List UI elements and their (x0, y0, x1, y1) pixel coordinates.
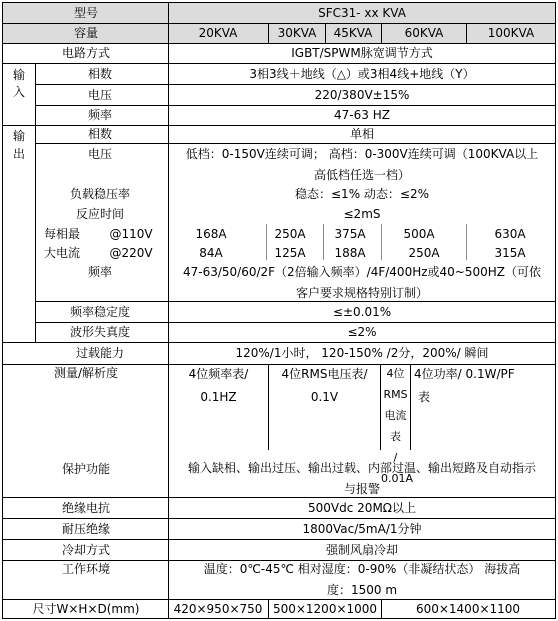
protection-value (169, 458, 555, 500)
output-voltage-label: 电压 (87, 147, 113, 161)
protection-line: 与报警 (343, 482, 380, 496)
max-current-value: 168A (195, 227, 227, 241)
circuit-value: IGBT/SPWM脉宽调节方式 (291, 46, 433, 60)
response-time-value: ≤2mS (343, 207, 381, 221)
measurement-line: 0.1HZ (200, 390, 237, 404)
measurement-line: 电流表 (384, 409, 407, 443)
insulation-label: 绝缘电抗 (61, 501, 111, 515)
cooling-label: 冷却方式 (61, 543, 111, 557)
measurement-line: 表 (418, 390, 431, 404)
measurement-label: 测量/解析度 (53, 366, 119, 380)
input-phase-label: 相数 (87, 67, 113, 81)
grid-line (466, 23, 467, 43)
measurement-line: 4位功率/ 0.1W/PF (414, 367, 515, 381)
model-value: SFC31- xx KVA (318, 6, 406, 20)
input-voltage-value: 220/380V±15% (314, 88, 410, 102)
grid-line (381, 23, 382, 43)
input-frequency-value: 47-63 HZ (334, 108, 390, 122)
model-label: 型号 (73, 6, 99, 20)
measurement-cell (269, 363, 380, 409)
max-current-label: 每相最 (43, 227, 81, 241)
grid-line (2, 518, 556, 519)
max-current-voltage: @110V (109, 227, 153, 241)
input-voltage-label: 电压 (87, 88, 113, 102)
grid-line (410, 364, 411, 450)
max-current-value: 250A (408, 246, 440, 260)
capacity-value: 20KVA (198, 26, 238, 40)
output-voltage-value (169, 144, 555, 186)
grid-line (555, 2, 556, 619)
grid-line (2, 2, 3, 619)
distortion-label: 波形失真度 (69, 325, 131, 339)
withstand-label: 耐压绝缘 (61, 522, 111, 536)
environment-line: 度：1500 m (326, 583, 398, 597)
freq-stability-value: ≤±0.01% (332, 305, 392, 319)
grid-line (466, 224, 467, 260)
grid-line (323, 224, 324, 260)
measurement-line: 0.01A (381, 472, 414, 485)
input-group-label: 输 (12, 68, 26, 82)
grid-line (266, 224, 267, 260)
capacity-value: 100KVA (487, 26, 535, 40)
grid-line (2, 2, 556, 3)
measurement-line: 4位 (386, 367, 405, 380)
output-voltage-line: 低档：0-150V连续可调； 高档：0-300V连续可调（100KVA以上 (185, 147, 539, 161)
input-group-label: 入 (12, 85, 26, 99)
max-current-value: 188A (334, 246, 366, 260)
dimensions-value: 420×950×750 (173, 602, 263, 616)
capacity-value: 30KVA (277, 26, 317, 40)
max-current-value: 500A (403, 227, 435, 241)
max-current-voltage: @220V (109, 246, 153, 260)
measurement-line: RMS (383, 388, 408, 401)
grid-line (268, 599, 269, 619)
dimensions-value: 600×1400×1100 (415, 602, 521, 616)
max-current-value: 630A (494, 227, 526, 241)
grid-line (2, 342, 556, 343)
overload-label: 过载能力 (75, 346, 125, 360)
max-current-value: 375A (334, 227, 366, 241)
grid-line (2, 43, 556, 44)
measurement-line: 4位频率表/ (188, 367, 249, 381)
measurement-line: / (393, 451, 398, 464)
max-current-value: 250A (274, 227, 306, 241)
overload-value: 120%/1小时， 120-150% /2分，200%/ 瞬间 (235, 346, 489, 360)
measurement-line: 0.1V (310, 390, 339, 404)
output-frequency-label: 频率 (87, 265, 113, 279)
input-phase-value: 3相3线＋地线（△）或3相4线+地线（Y） (249, 67, 475, 81)
freq-stability-label: 频率稳定度 (69, 305, 131, 319)
grid-line (35, 105, 556, 106)
max-current-label: 大电流 (43, 246, 81, 260)
environment-line: 温度：0℃-45℃ 相对湿度：0-90%（非凝结状态） 海拔高 (203, 562, 521, 576)
grid-line (2, 618, 556, 619)
environment-value (169, 559, 555, 601)
output-group-label: 输 (12, 129, 26, 143)
output-phase-value: 单相 (349, 127, 375, 141)
grid-line (35, 84, 556, 85)
capacity-value: 60KVA (404, 26, 444, 40)
measurement-line: 4位RMS电压表/ (281, 367, 368, 381)
output-frequency-value (169, 262, 555, 304)
output-group-label: 出 (12, 147, 26, 161)
output-frequency-line: 47-63/50/60/2F（2倍输入频率）/4F/400Hz或40~500HZ（可依 (182, 265, 542, 279)
max-current-value: 315A (494, 246, 526, 260)
grid-line (381, 599, 382, 619)
grid-line (168, 2, 169, 619)
dimensions-value: 500×1200×1000 (272, 602, 378, 616)
grid-line (268, 23, 269, 43)
output-frequency-line: 客户要求规格特别订制） (295, 286, 428, 300)
capacity-label: 容量 (73, 26, 99, 40)
grid-line (2, 539, 556, 540)
capacity-value: 45KVA (333, 26, 373, 40)
cooling-value: 强制风扇冷却 (325, 543, 399, 557)
grid-line (381, 224, 382, 260)
load-regulation-label: 负载稳压率 (69, 187, 131, 201)
output-phase-label: 相数 (87, 127, 113, 141)
withstand-value: 1800Vac/5mA/1分钟 (302, 522, 422, 536)
protection-label: 保护功能 (61, 462, 111, 476)
measurement-cell (414, 363, 555, 409)
circuit-label: 电路方式 (61, 46, 111, 60)
dimensions-label: 尺寸W×H×D(mm) (32, 602, 140, 616)
measurement-cell (169, 363, 268, 409)
max-current-value: 125A (274, 246, 306, 260)
response-time-label: 反应时间 (75, 207, 125, 221)
load-regulation-value: 稳态：≤1% 动态：≤2% (295, 187, 429, 201)
max-current-value: 84A (199, 246, 223, 260)
insulation-value: 500Vdc 20MΩ以上 (308, 501, 416, 515)
grid-line (2, 23, 556, 24)
distortion-value: ≤2% (347, 325, 377, 339)
grid-line (2, 63, 556, 64)
grid-line (325, 23, 326, 43)
grid-line (35, 322, 556, 323)
environment-label: 工作环境 (61, 562, 111, 576)
grid-line (35, 63, 36, 343)
grid-line (2, 125, 556, 126)
output-voltage-line: 高低档任选一档） (313, 168, 410, 182)
input-frequency-label: 频率 (87, 108, 113, 122)
protection-line: 输入缺相、输出过压、输出过载、内部过温、输出短路及自动指示 (187, 461, 536, 475)
